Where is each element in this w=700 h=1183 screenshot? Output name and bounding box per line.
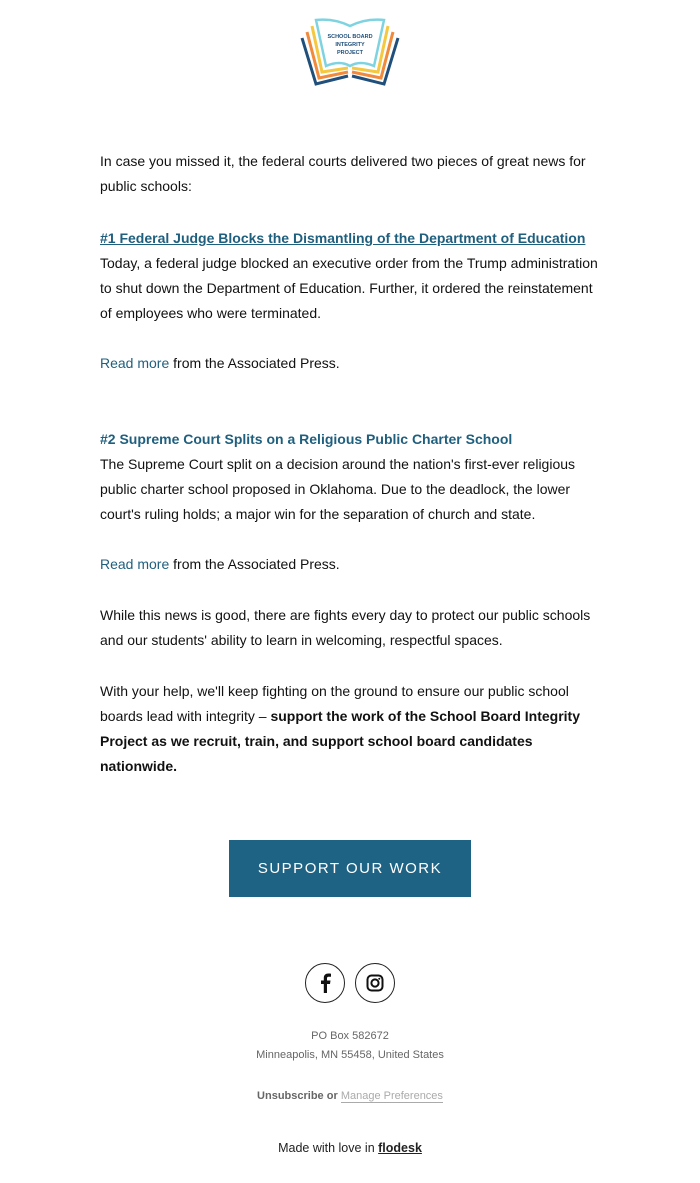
made-with-flodesk xyxy=(0,1141,700,1155)
story-2-body: The Supreme Court split on a decision around the nation's first-ever religious public charter school proposed in Oklahoma. Due to the deadlock, the lower court's ruling holds; a major win for the separation of church and state. xyxy=(100,456,576,522)
story-2-heading: #2 Supreme Court Splits on a Religious Public Charter School xyxy=(100,431,513,447)
story-1-body: Today, a federal judge blocked an executive order from the Trump administration to shut down the Department of Education. Further, it ordered the reinstatement of employees who were terminated. xyxy=(100,255,598,321)
appeal-paragraph xyxy=(100,679,605,779)
closing-paragraph xyxy=(100,603,605,653)
story-1-heading-link[interactable]: #1 Federal Judge Blocks the Dismantling of the Department of Education xyxy=(100,230,586,246)
svg-text:PROJECT: PROJECT xyxy=(337,50,363,56)
appeal-text: With your help, we'll keep fighting on the ground to ensure our public school boards lead with integrity – xyxy=(100,683,569,724)
svg-text:INTEGRITY: INTEGRITY xyxy=(335,42,365,48)
story-1 xyxy=(100,226,605,376)
instagram-icon xyxy=(366,974,384,992)
story-1-source: from the Associated Press. xyxy=(169,355,340,371)
intro-paragraph xyxy=(100,149,605,199)
instagram-link[interactable] xyxy=(355,963,395,1003)
flodesk-link[interactable]: flodesk xyxy=(378,1141,422,1155)
appeal-bold-text: support the work of the School Board Integrity Project as we recruit, train, and support school board candidates nationwide. xyxy=(100,708,581,774)
manage-preferences-link[interactable]: Manage Preferences xyxy=(340,1090,443,1102)
address-line-1: PO Box 582672 xyxy=(311,1030,389,1042)
story-2 xyxy=(100,427,605,577)
svg-text:SCHOOL BOARD: SCHOOL BOARD xyxy=(327,34,373,40)
or-text: or xyxy=(323,1090,341,1102)
story-2-source: from the Associated Press. xyxy=(169,556,340,572)
subscription-links xyxy=(0,1087,700,1106)
closing-text: While this news is good, there are fights every day to protect our public schools and our students' ability to learn in welcoming, respectful spaces. xyxy=(100,607,591,648)
facebook-link[interactable] xyxy=(305,963,345,1003)
story-2-read-more-link[interactable]: Read more xyxy=(100,556,170,572)
school-board-integrity-project-logo xyxy=(298,16,402,88)
intro-text: In case you missed it, the federal courts delivered two pieces of great news for public schools: xyxy=(100,153,586,194)
support-our-work-button[interactable]: SUPPORT OUR WORK xyxy=(229,840,471,897)
story-1-read-more-link[interactable]: Read more xyxy=(100,355,170,371)
address xyxy=(0,1027,700,1065)
facebook-icon xyxy=(318,973,332,993)
made-with-text: Made with love in xyxy=(278,1141,379,1155)
unsubscribe-link[interactable]: Unsubscribe xyxy=(257,1090,324,1102)
address-line-2: Minneapolis, MN 55458, United States xyxy=(256,1049,444,1061)
